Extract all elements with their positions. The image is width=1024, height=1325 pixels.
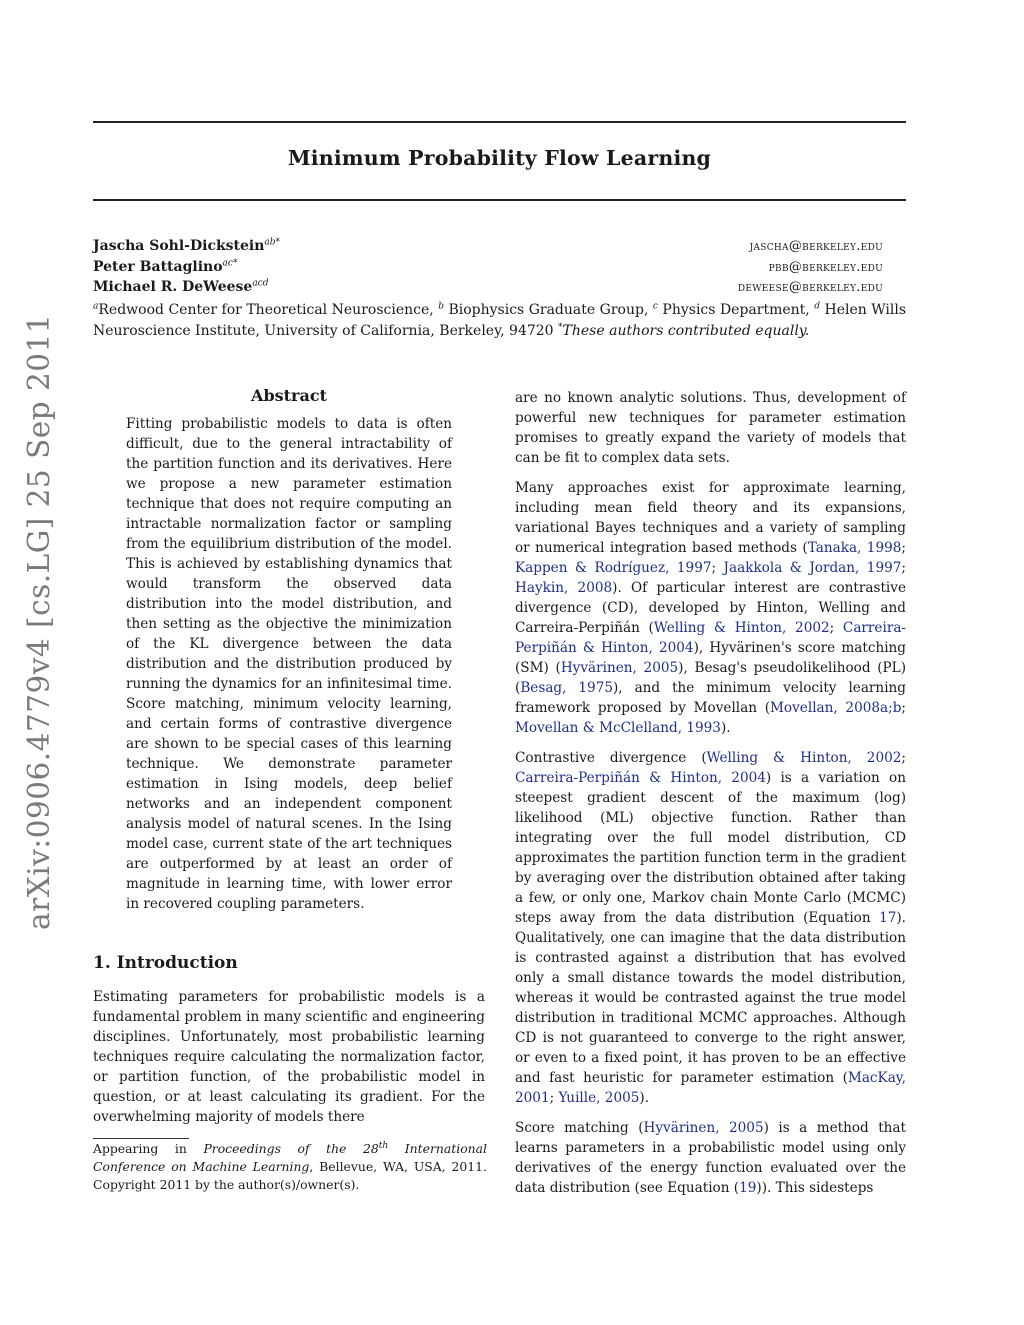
author-email[interactable]: deweese@berkeley.edu [737,280,883,295]
text: ), and the minimum velocity learning framework proposed by Movellan ( [515,680,906,716]
text: ), Besag's pseudolikelihood (PL) ( [515,660,906,696]
author-row [93,236,883,257]
affil-mark: c [652,301,658,312]
text: ; [901,750,906,766]
citation-link[interactable]: Hyvärinen, 2005 [643,1120,764,1136]
text: ). Qualitatively, one can imagine that the data distribution is contrasted against a distribution that has evolved only a small distance towards the model distribution, whereas it would be contrasted against the true model distribution in traditional MCMC approaches. Although CD is not guaranteed to converge to the right answer, or even to a fixed point, it has proven to be an effective and fast heuristic for parameter estimation ( [515,910,906,1086]
footnote-rule [93,1138,189,1139]
author-row [93,257,883,278]
author-name: Peter Battaglino [93,259,223,275]
text: ; [901,700,906,716]
citation-link[interactable]: Welling & Hinton, 2002 [706,750,902,766]
abstract-heading: Abstract [251,386,327,405]
text: Contrastive divergence ( [515,750,707,766]
author-name: Jascha Sohl-Dickstein [93,238,265,254]
affil-mark: d [814,301,820,312]
paper-title: Minimum Probability Flow Learning [287,146,712,170]
affil-mark: a [93,301,99,312]
author-row [93,277,883,298]
footnote-text: Appearing in [93,1141,204,1156]
text: ). Of particular interest are contrastive divergence (CD), developed by Hinton, Welling and Carreira-Perpiñán ( [515,580,906,636]
text: ; [549,1090,559,1106]
paragraph [515,748,906,1108]
affil-mark: * [558,321,563,332]
title-rule-bottom [93,199,906,201]
citation-link[interactable]: Tanaka, 1998 [807,540,902,556]
text: ; [829,620,843,636]
citation-link[interactable]: Movellan & McClelland, 1993 [515,720,721,736]
text: ). [639,1090,650,1106]
author-email[interactable]: pbb@berkeley.edu [768,260,883,275]
text: )). This sidesteps [756,1180,874,1196]
paragraph: are no known analytic solutions. Thus, development of powerful new techniques for parameter estimation promises to greatly expand the variety of models that can be fit to complex data sets. [515,390,906,466]
author-affil-mark: ac* [222,258,238,269]
text: ) is a method that learns parameters in a probabilistic model using only derivatives of the energy function evaluated over the data distribution (see Equation ( [515,1120,906,1196]
text: Score matching ( [515,1120,644,1136]
abstract-text: Fitting probabilistic models to data is often difficult, due to the general intractability of the partition function and its derivatives. Here we propose a new parameter estimation technique that does not require computing an intractable normalization factor or sampling from the equilibrium distribution of the model. This is achieved by establishing dynamics that would transform the observed data distribution into the model distribution, and then setting as the objective the minimization of the KL divergence between the data distribution and the distribution produced by running the dynamics for an infinitesimal time. Score matching, minimum velocity learning, and certain forms of contrastive divergence are shown to be special cases of this learning technique. We demonstrate parameter estimation in Ising models, deep belief networks and an independent component analysis model of natural scenes. In the Ising model case, current state of the art techniques are outperformed by at least an order of magnitude in learning time, with lower error in recovered coupling parameters. [126,416,452,912]
text: ), Hyvärinen's score matching (SM) ( [515,640,906,676]
text: ; [901,560,906,576]
title-rule-top [93,121,906,123]
footnote-sup: th [378,1140,389,1151]
text: Many approaches exist for approximate learning, including mean field theory and its expansions, variational Bayes techniques and a variety of sampling or numerical integration based methods ( [515,480,906,556]
citation-link[interactable]: Welling & Hinton, 2002 [653,620,830,636]
citation-link[interactable]: Carreira-Perpiñán & Hinton, 2004 [515,770,766,786]
footnote-venue: Proceedings of the 28 [203,1141,379,1156]
citation-link[interactable]: Besag, 1975 [520,680,613,696]
citation-link[interactable]: Movellan, 2008a;b [770,700,902,716]
citation-link[interactable]: MacKay, 2001 [515,1070,906,1106]
affil-text: Biophysics Graduate Group, [443,302,653,318]
affil-text: Redwood Center for Theoretical Neuroscience, [98,302,439,318]
footnote [93,1140,487,1194]
text: ) is a variation on steepest gradient descent of the maximum (log) likelihood (ML) objective function. Rather than integrating over the full model distribution, CD approximates the partition function term in the gradient by averaging over the distribution obtained after taking a few, or only one, Markov chain Monte Carlo (MCMC) steps away from the data distribution (Equation [515,770,906,926]
affil-text: Physics Department, [657,302,815,318]
affil-text: Helen Wills Neuroscience Institute, University of California, Berkeley, 94720 [93,302,907,339]
arxiv-stamp: arXiv:0906.4779v4 [cs.LG] 25 Sep 2011 [22,313,56,930]
citation-link[interactable]: Kappen & Rodríguez, 1997 [515,560,712,576]
author-affil-mark: acd [252,278,269,289]
text: ; [711,560,724,576]
paragraph [515,1118,906,1198]
citation-link[interactable]: Carreira-Perpiñán & Hinton, 2004 [515,620,907,656]
affiliations [93,300,906,341]
citation-link[interactable]: Yuille, 2005 [558,1090,640,1106]
introduction-heading: 1. Introduction [93,953,238,973]
footnote-venue: International Conference on Machine Learning [93,1141,487,1174]
citation-link[interactable]: Hyvärinen, 2005 [560,660,679,676]
introduction-text: Estimating parameters for probabilistic models is a fundamental problem in many scientific and engineering disciplines. Unfortunately, most probabilistic learning techniques require calculating the normalization factor, or partition function, of the probabilistic model in question, or at least calculating its gradient. For the overwhelming majority of models there [93,989,485,1125]
text: ; [901,540,906,556]
citation-link[interactable]: Haykin, 2008 [515,580,613,596]
footnote-text: , Bellevue, WA, USA, 2011. Copyright 2011 by the author(s)/owner(s). [93,1159,487,1192]
text: ). [720,720,731,736]
citation-link[interactable]: Jaakkola & Jordan, 1997 [723,560,902,576]
author-affil-mark: ab* [264,237,281,248]
affil-mark: b [438,301,444,312]
equation-link[interactable]: 19 [739,1180,757,1196]
author-email[interactable]: jascha@berkeley.edu [749,239,883,254]
author-name: Michael R. DeWeese [93,279,253,295]
right-column [515,388,906,1208]
equal-contribution-note: These authors contributed equally. [562,322,810,339]
paragraph [515,478,906,738]
equation-link[interactable]: 17 [879,910,897,926]
